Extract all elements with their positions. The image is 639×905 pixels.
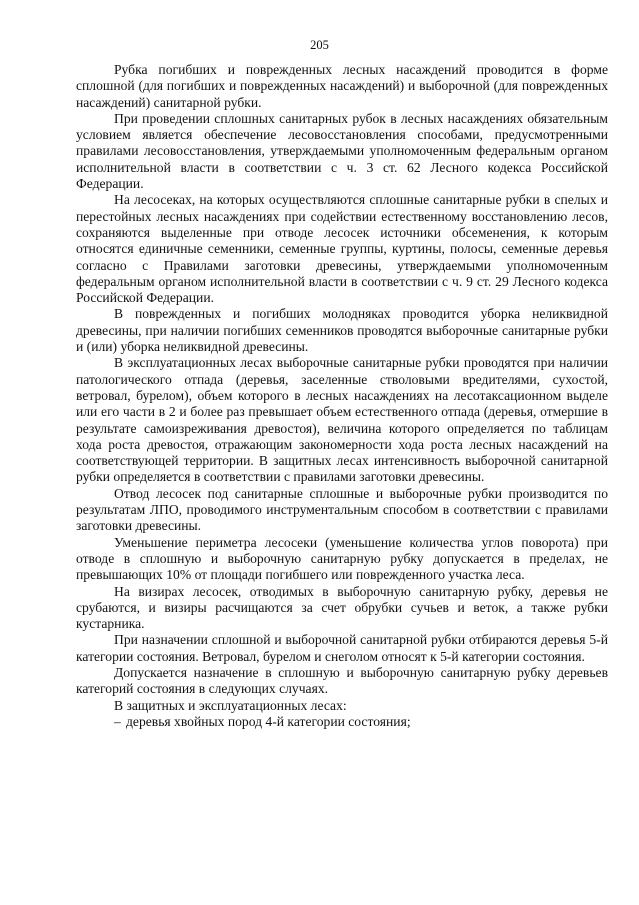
bullet-text: деревья хвойных пород 4-й категории состояния; [126, 713, 411, 729]
paragraph: На визирах лесосек, отводимых в выборочную санитарную рубку, деревья не срубаются, и визиры расчищаются за счет обрубки сучьев и веток, а также рубки кустарника. [76, 583, 608, 632]
paragraph: Уменьшение периметра лесосеки (уменьшение количества углов поворота) при отводе в сплошную и выборочную санитарную рубку допускается в пределах, не превышающих 10% от площади погибшего или поврежденного участка леса. [76, 534, 608, 583]
paragraph: На лесосеках, на которых осуществляются сплошные санитарные рубки в спелых и перестойных лесных насаждениях при содействии естественному восстановлению лесов, сохраняются выделенные при отводе лесосек источники обсеменения, к которым относятся единичные семенники, семенные группы, куртины, полосы, семенные деревья согласно с Правилами заготовки древесины, утверждаемыми уполномоченным федеральным органом исполнительной власти в соответствии с ч. 9 ст. 29 Лесного кодекса Российской Федерации. [76, 192, 608, 306]
paragraph: При назначении сплошной и выборочной санитарной рубки отбираются деревья 5-й категории состояния. Ветровал, бурелом и снеголом относят к 5-й категории состояния. [76, 632, 608, 664]
bullet-item [76, 714, 608, 730]
page-number: 205 [310, 38, 329, 52]
paragraph: Рубка погибших и поврежденных лесных насаждений проводится в форме сплошной (для погибших и поврежденных насаждений) и выборочной (для поврежденных насаждений) санитарной рубки. [76, 62, 608, 110]
bullet-dash: – [114, 713, 121, 729]
paragraph: В защитных и эксплуатационных лесах: [114, 697, 347, 713]
paragraph: Отвод лесосек под санитарные сплошные и выборочные рубки производится по результатам ЛПО, проводимого инструментальным способом в соответствии с правилами заготовки древесины. [76, 485, 608, 534]
document-body [76, 62, 608, 730]
paragraph: При проведении сплошных санитарных рубок в лесных насаждениях обязательным условием является обеспечение лесовосстановления способами, предусмотренными правилами лесовосстановления, утверждаемыми уполномоченным федеральным органом исполнительной власти в соответствии с ч. 3 ст. 62 Лесного кодекса Российской Федерации. [76, 110, 608, 192]
paragraph: В эксплуатационных лесах выборочные санитарные рубки проводятся при наличии патологического отпада (деревья, заселенные стволовыми вредителями, сухостой, ветровал, бурелом), объем которого в лесных насаждениях на лесотаксационном выделе или его части в 2 и более раз превышает объем естественного отпада (деревья, отмершие в результате самоизреживания древостоя), величина которого определяется по таблицам хода роста древостоя, отражающим закономерности хода роста лесных насаждений на соответствующей территории. В защитных лесах интенсивность выборочной санитарной рубки определяется в соответствии с правилами заготовки древесины. [76, 355, 608, 485]
paragraph: Допускается назначение в сплошную и выборочную санитарную рубку деревьев категорий состояния в следующих случаях. [76, 664, 608, 697]
paragraph: В поврежденных и погибших молодняках проводится уборка неликвидной древесины, при наличии погибших семенников проводятся выборочные санитарные рубки и (или) уборка неликвидной древесины. [76, 306, 608, 355]
